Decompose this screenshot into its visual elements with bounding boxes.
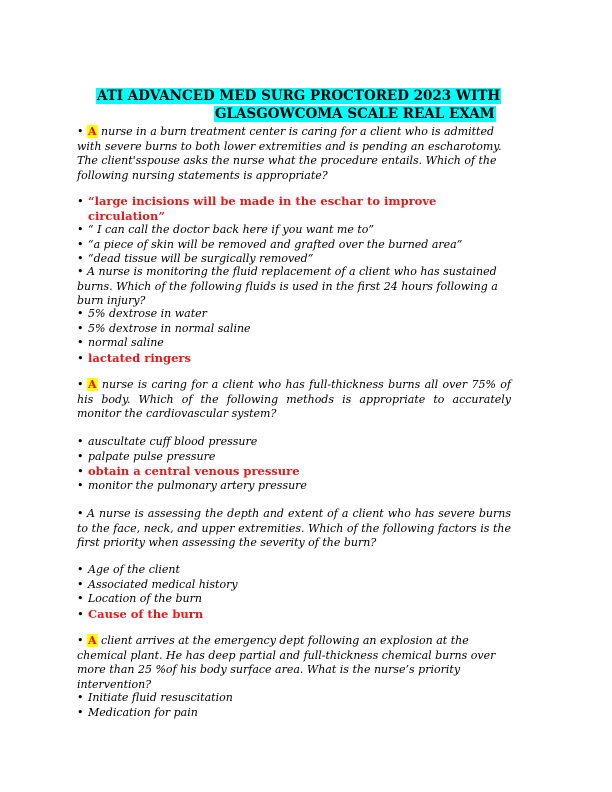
option: • 5% dextrose in water [77, 307, 511, 322]
options-list-5 [77, 691, 511, 720]
option-correct: • lactated ringers [77, 351, 511, 366]
question-text: client arrives at the emergency dept following an explosion at the chemical plant. He has deep partial and full-thickness chemical burns over more than 25 %of his body surface area. What is the nurse’s priority intervention? [77, 634, 496, 691]
page-title [96, 87, 516, 123]
question-3 [77, 378, 511, 422]
question-1 [77, 125, 511, 183]
option: • normal saline [77, 336, 511, 351]
option: • “ I can call the doctor back here if you want me to” [77, 223, 511, 238]
option: • Location of the burn [77, 592, 511, 607]
option: • palpate pulse pressure [77, 450, 511, 465]
question-text: nurse in a burn treatment center is caring for a client who is admitted with severe burns to both lower extremities and is pending an escharotomy. The client'sspouse asks the nurse what the procedure entails. Which of the following nursing statements is appropriate? [77, 125, 502, 182]
option: • “dead tissue will be surgically removed” [77, 252, 511, 267]
option: • Initiate fluid resuscitation [77, 691, 511, 706]
option: • auscultate cuff blood pressure [77, 435, 511, 450]
question-text: A nurse is monitoring the fluid replacement of a client who has sustained burns. Which of the following fluids is used in the first 24 hours following a burn injury? [77, 265, 498, 307]
option: • Age of the client [77, 563, 511, 578]
question-marker: A [88, 378, 97, 391]
question-5 [77, 634, 511, 692]
bullet: • [77, 265, 84, 278]
question-2 [77, 265, 511, 309]
question-marker: A [88, 634, 97, 647]
option-correct: • obtain a central venous pressure [77, 464, 511, 479]
question-4 [77, 507, 511, 551]
title-line-2: GLASGOWCOMA SCALE REAL EXAM [215, 106, 495, 122]
options-list-2 [77, 307, 511, 365]
options-list-4 [77, 563, 511, 621]
options-list-1 [77, 194, 511, 267]
bullet: • [77, 125, 84, 138]
options-list-3 [77, 435, 511, 493]
question-text: nurse is caring for a client who has full-thickness burns all over 75% of his body. Which of the following methods is appropriate to accurately monitor the cardiovascular system? [77, 378, 511, 420]
question-marker: A [88, 125, 97, 138]
bullet: • [77, 378, 84, 391]
option-correct: • “large incisions will be made in the eschar to improve circulation” [77, 194, 511, 223]
question-text: A nurse is assessing the depth and extent of a client who has severe burns to the face, neck, and upper extremities. Which of the following factors is the first priority when assessing the severity of the burn? [77, 507, 511, 549]
option: • 5% dextrose in normal saline [77, 322, 511, 337]
bullet: • [77, 507, 84, 520]
option: • Associated medical history [77, 578, 511, 593]
option: • Medication for pain [77, 706, 511, 721]
option: • monitor the pulmonary artery pressure [77, 479, 511, 494]
option-correct: • Cause of the burn [77, 607, 511, 622]
bullet: • [77, 634, 84, 647]
title-line-1: ATI ADVANCED MED SURG PROCTORED 2023 WITH [97, 88, 501, 104]
option: • “a piece of skin will be removed and grafted over the burned area” [77, 238, 511, 253]
